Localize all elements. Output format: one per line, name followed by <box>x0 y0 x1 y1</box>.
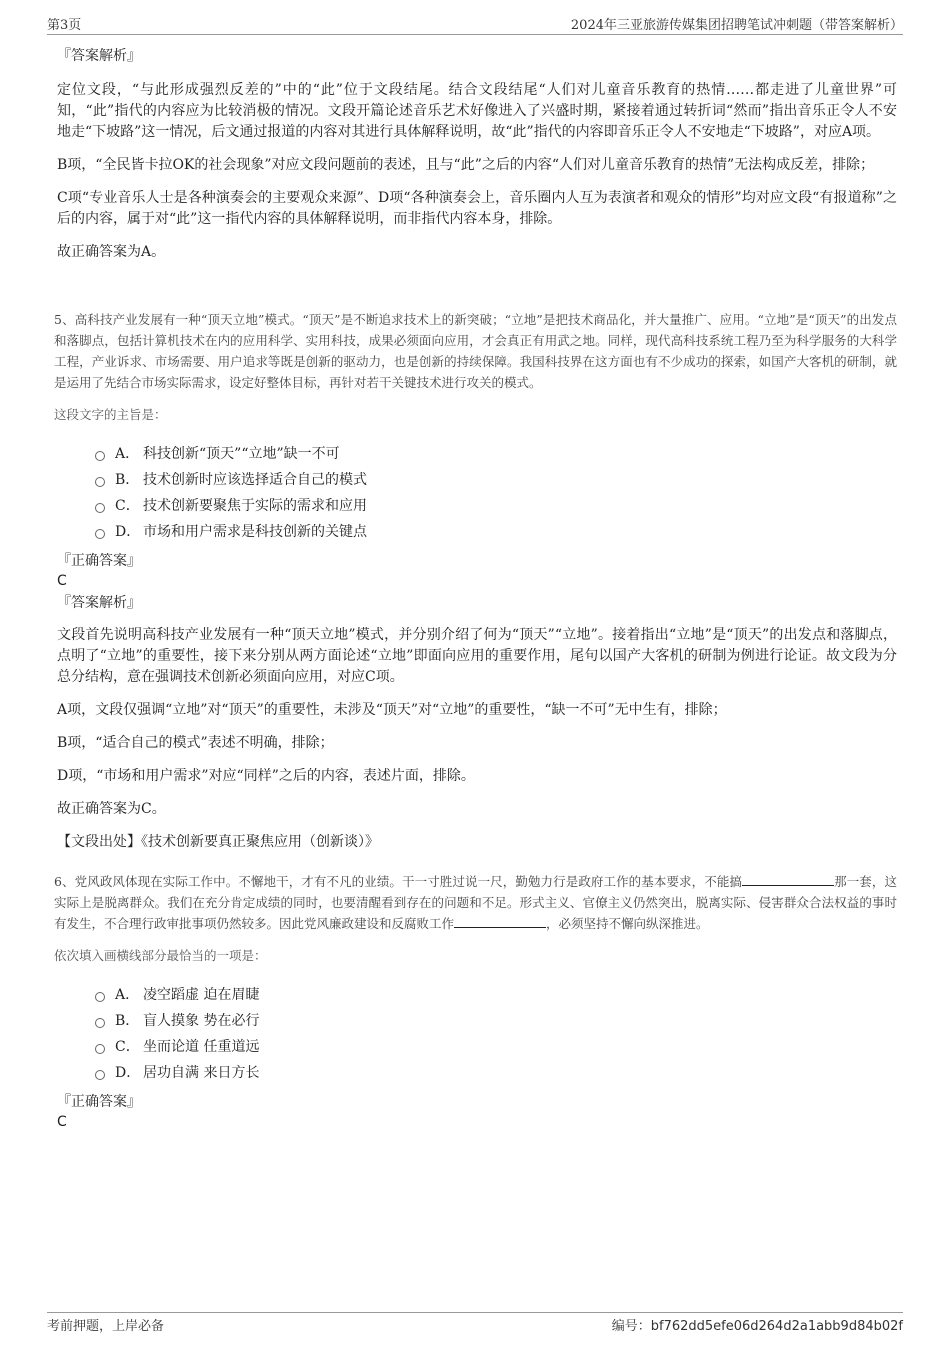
option-letter: D． <box>115 524 141 540</box>
option-text: 市场和用户需求是科技创新的关键点 <box>143 524 367 540</box>
radio-icon[interactable] <box>95 1070 105 1080</box>
q4-analysis-paragraph: 定位文段，“与此形成强烈反差的”中的“此”位于文段结尾。结合文段结尾“人们对儿童音乐教育的热情……都走进了儿童世界”可知，“此”指代的内容应为比较消极的情况。文段开篇论述音乐艺术好像进入了兴盛时期，紧接着通过转折词“然而”指出音乐正令人不安地走“下坡路”这一情况，后文通过报道的内容对其进行具体解释说明，故“此”指代的内容即音乐正令人不安地走“下坡路”，对应A项。 <box>57 82 897 140</box>
page-content <box>54 46 897 1134</box>
option-text: 居功自满 来日方长 <box>143 1065 260 1081</box>
q5-analysis-paragraph: 文段首先说明高科技产业发展有一种“顶天立地”模式，并分别介绍了何为“顶天”“立地”。接着指出“立地”是“顶天”的出发点和落脚点，点明了“立地”的重要性，接下来分别从两方面论述“立地”即面向应用的重要作用，尾句以国产大客机的研制为例进行论证。故文段为分总分结构，意在强调技术创新必须面向应用，对应C项。 <box>57 627 897 685</box>
radio-icon[interactable] <box>95 477 105 487</box>
fill-blank <box>454 915 546 928</box>
q5-option-d[interactable] <box>95 519 897 545</box>
option-text: 盲人摸象 势在必行 <box>143 1013 260 1029</box>
footer-slogan: 考前押题，上岸必备 <box>47 1319 165 1334</box>
q6-option-b[interactable] <box>95 1008 897 1034</box>
q6-text-part: ，必须坚持不懈向纵深推进。 <box>546 916 709 931</box>
radio-icon[interactable] <box>95 1018 105 1028</box>
q6-options <box>95 982 897 1086</box>
q5-question-text: 5、高科技产业发展有一种“顶天立地”模式。“顶天”是不断追求技术上的新突破；“立地”是把技术商品化，并大量推广、应用。“立地”是“顶天”的出发点和落脚点，包括计算机技术在内的应用科学、实用科技，成果必须面向应用，才会真正有用武之地。同样，现代高科技系统工程乃至为科学服务的大科学工程，产业诉求、市场需要、用户追求等既是创新的驱动力，也是创新的持续保障。我国科技界在这方面也有不少成功的探索，如国产大客机的研制，就是运用了先结合市场实际需求，设定好整体目标，再针对若干关键技术进行攻关的模式。 <box>54 312 897 390</box>
q6-answer: C <box>57 1114 67 1130</box>
q5-analysis-paragraph: 故正确答案为C。 <box>57 801 166 817</box>
page-footer <box>47 1312 903 1337</box>
option-letter: A． <box>115 987 140 1003</box>
radio-icon[interactable] <box>95 503 105 513</box>
q6-option-d[interactable] <box>95 1060 897 1086</box>
q5-answer: C <box>57 573 67 589</box>
radio-icon[interactable] <box>95 992 105 1002</box>
q5-options <box>95 441 897 545</box>
q5-analysis-paragraph: D项，“市场和用户需求”对应“同样”之后的内容，表述片面，排除。 <box>57 768 475 784</box>
option-text: 坐而论道 任重道远 <box>143 1039 260 1055</box>
option-letter: D． <box>115 1065 141 1081</box>
page-number: 第3页 <box>47 18 82 33</box>
radio-icon[interactable] <box>95 451 105 461</box>
q4-analysis-label: 『答案解析』 <box>57 48 141 64</box>
q4-analysis-paragraph: 故正确答案为A。 <box>57 244 166 260</box>
q6-prompt: 依次填入画横线部分最恰当的一项是： <box>54 948 267 963</box>
q6-text-part: 6、党风政风体现在实际工作中。不懈地干，才有不凡的业绩。干一寸胜过说一尺，勤勉力行是政府工作的基本要求，不能搞 <box>54 874 743 889</box>
q6-text-part: 那一套，这实际上是脱离群众。我们在充分肯定成绩的同时，也要清醒看到存在的问题和不足。形式主义、官僚主义仍然突出，脱离实际、侵害群众合法权益的事时有发生，不合理行政审批事项仍然较多。因此党风廉政建设和反腐败工作 <box>54 874 897 931</box>
option-letter: A． <box>115 446 140 462</box>
document-title: 2024年三亚旅游传媒集团招聘笔试冲刺题（带答案解析） <box>570 18 903 33</box>
q5-source: 【文段出处】《技术创新要真正聚焦应用（创新谈）》 <box>57 834 379 850</box>
option-text: 凌空蹈虚 迫在眉睫 <box>143 987 260 1003</box>
q5-analysis-label: 『答案解析』 <box>57 595 141 611</box>
page-header <box>47 14 903 35</box>
q5-answer-label: 『正确答案』 <box>57 553 141 569</box>
q4-analysis-paragraph: C项“专业音乐人士是各种演奏会的主要观众来源”、D项“各种演奏会上，音乐圈内人互为表演者和观众的情形”均对应文段“有报道称”之后的内容，属于对“此”这一指代内容的具体解释说明，而非指代内容本身，排除。 <box>57 190 897 227</box>
option-text: 科技创新“顶天”“立地”缺一不可 <box>143 446 340 462</box>
radio-icon[interactable] <box>95 1044 105 1054</box>
code-value: bf762dd5efe06d264d2a1abb9d84b02f <box>650 1319 903 1334</box>
option-text: 技术创新时应该选择适合自己的模式 <box>143 472 367 488</box>
option-letter: C． <box>115 1039 140 1055</box>
code-label: 编号： <box>611 1319 651 1334</box>
q5-option-a[interactable] <box>95 441 897 467</box>
option-letter: B． <box>115 472 140 488</box>
option-letter: C． <box>115 498 140 514</box>
option-letter: B． <box>115 1013 140 1029</box>
q5-analysis-paragraph: B项，“适合自己的模式”表述不明确，排除； <box>57 735 334 751</box>
q6-question-text <box>54 871 897 934</box>
fill-blank <box>742 873 834 886</box>
radio-icon[interactable] <box>95 529 105 539</box>
q6-option-c[interactable] <box>95 1034 897 1060</box>
q6-option-a[interactable] <box>95 982 897 1008</box>
q5-option-b[interactable] <box>95 467 897 493</box>
q5-analysis-paragraph: A项，文段仅强调“立地”对“顶天”的重要性，未涉及“顶天”对“立地”的重要性，“缺一不可”无中生有，排除； <box>57 702 727 718</box>
q5-option-c[interactable] <box>95 493 897 519</box>
option-text: 技术创新要聚焦于实际的需求和应用 <box>143 498 367 514</box>
q5-prompt: 这段文字的主旨是： <box>54 407 167 422</box>
q4-analysis-paragraph: B项，“全民皆卡拉OK的社会现象”对应文段问题前的表述，且与“此”之后的内容“人们对儿童音乐教育的热情”无法构成反差，排除； <box>57 157 875 173</box>
q6-answer-label: 『正确答案』 <box>57 1094 141 1110</box>
document-code <box>612 1315 903 1334</box>
